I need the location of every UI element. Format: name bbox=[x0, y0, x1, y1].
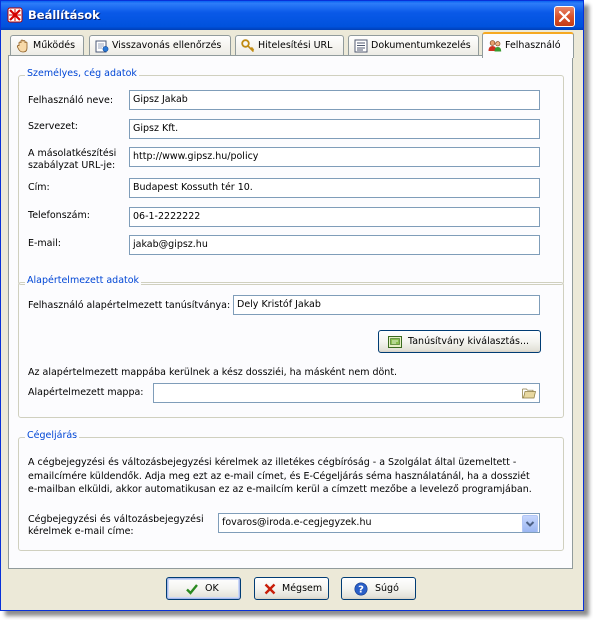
help-label: Súgó bbox=[375, 583, 399, 594]
address-field[interactable]: Budapest Kossuth tér 10. bbox=[129, 178, 540, 198]
tab-label: Visszavonás ellenőrzés bbox=[112, 40, 222, 51]
organization-label: Szervezet: bbox=[28, 121, 78, 132]
ok-label: OK bbox=[205, 583, 219, 594]
close-button[interactable] bbox=[554, 6, 575, 27]
tab-label: Működés bbox=[33, 40, 76, 51]
svg-text:?: ? bbox=[358, 584, 364, 596]
cancel-label: Mégsem bbox=[282, 583, 323, 594]
close-icon bbox=[555, 7, 574, 26]
default-cert-field[interactable]: Dely Kristóf Jakab bbox=[233, 295, 540, 315]
folder-hint-text: Az alapértelmezett mappába kerülnek a kész dossziéi, ha másként nem dönt. bbox=[28, 367, 398, 378]
phone-field[interactable]: 06-1-2222222 bbox=[129, 207, 540, 227]
registry-email-label-line2: kérelmek e-mail címe: bbox=[28, 526, 134, 537]
tab-mukodes[interactable] bbox=[10, 35, 84, 56]
default-folder-label: Alapértelmezett mappa: bbox=[28, 387, 144, 398]
organization-field[interactable]: Gipsz Kft. bbox=[129, 119, 540, 139]
registry-email-label-line1: Cégbejegyzési és változásbejegyzési bbox=[28, 514, 204, 525]
registry-email-combo[interactable] bbox=[218, 513, 540, 533]
group-title: Alapértelmezett adatok bbox=[27, 275, 140, 286]
company-registry-description bbox=[28, 456, 558, 497]
app-icon bbox=[7, 7, 23, 23]
help-icon bbox=[354, 582, 368, 596]
check-icon bbox=[185, 582, 199, 596]
policy-url-label-line2: szabályzat URL-je: bbox=[28, 160, 116, 171]
description-line: e-mailban elküldi, akkor automatikusan ez az e-mailcím kerül a címzett mezőbe a levelező programjában. bbox=[28, 484, 532, 495]
tab-label: Dokumentumkezelés bbox=[371, 40, 471, 51]
chevron-down-icon bbox=[523, 516, 537, 532]
address-label: Cím: bbox=[28, 182, 50, 193]
dropdown-button[interactable] bbox=[522, 515, 538, 533]
document-list-icon bbox=[354, 39, 368, 53]
policy-url-label-line1: A másolatkészítési bbox=[28, 148, 117, 159]
group-title: Személyes, cég adatok bbox=[27, 68, 137, 79]
dialog-client bbox=[4, 30, 580, 608]
phone-label: Telefonszám: bbox=[28, 210, 90, 221]
tab-label: Felhasználó bbox=[505, 40, 561, 51]
help-button[interactable] bbox=[341, 577, 416, 600]
hand-icon bbox=[16, 39, 30, 53]
tab-dokumentumkezeles[interactable] bbox=[348, 35, 479, 56]
tab-label: Hitelesítési URL bbox=[258, 40, 333, 51]
email-label: E-mail: bbox=[28, 238, 61, 249]
users-icon bbox=[488, 39, 502, 53]
certificate-icon bbox=[95, 39, 109, 53]
default-cert-label: Felhasználó alapértelmezett tanúsítványa: bbox=[28, 300, 231, 311]
default-folder-field[interactable] bbox=[153, 383, 540, 403]
title-bar[interactable] bbox=[1, 1, 583, 30]
policy-url-field[interactable]: http://www.gipsz.hu/policy bbox=[129, 147, 540, 167]
tab-hitelesitesi-url[interactable] bbox=[235, 35, 344, 56]
group-title: Cégeljárás bbox=[27, 430, 78, 441]
window-title: Beállítások bbox=[28, 8, 100, 22]
select-certificate-button[interactable] bbox=[378, 330, 541, 353]
registry-email-value: fovaros@iroda.e-cegjegyzek.hu bbox=[222, 517, 372, 528]
email-field[interactable]: jakab@gipsz.hu bbox=[129, 235, 540, 255]
select-certificate-label: Tanúsítvány kiválasztás... bbox=[408, 336, 530, 347]
cross-icon bbox=[263, 582, 277, 596]
folder-browse-icon[interactable] bbox=[522, 387, 536, 399]
tab-felhasznalo[interactable] bbox=[482, 32, 574, 58]
cancel-button[interactable] bbox=[254, 577, 329, 600]
tab-visszavonas[interactable] bbox=[89, 35, 231, 56]
description-line: emailcímére küldendők. Adja meg ezt az e-mail címet, és E-Cégeljárás séma használatánál, ha a dossziét bbox=[28, 470, 530, 482]
ok-button[interactable] bbox=[166, 577, 241, 600]
user-name-label: Felhasználó neve: bbox=[28, 95, 114, 106]
description-line: A cégbejegyzési és változásbejegyzési kérelmek az illetékes cégbíróság - a Szolgálat által üzemeltett - bbox=[28, 457, 517, 468]
certificate-icon bbox=[388, 335, 402, 349]
key-icon bbox=[241, 39, 255, 53]
tab-panel-felhasznalo bbox=[8, 55, 573, 569]
user-name-field[interactable]: Gipsz Jakab bbox=[129, 90, 540, 110]
